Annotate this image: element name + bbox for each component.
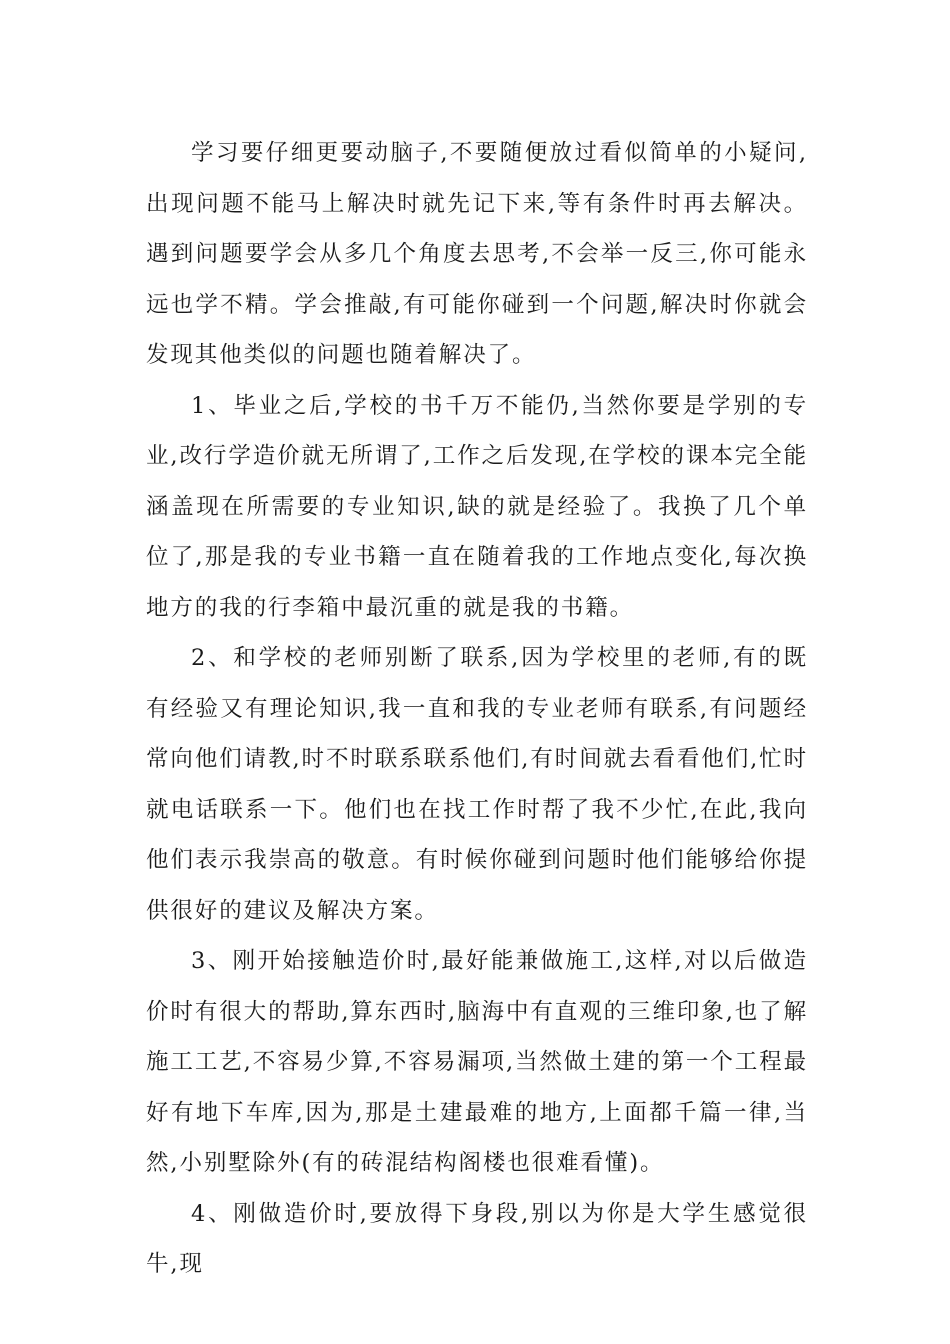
document-body <box>146 128 808 1290</box>
paragraph-item-1: 1、毕业之后,学校的书千万不能仍,当然你要是学别的专业,改行学造价就无所谓了,工作之后发现,在学校的课本完全能涵盖现在所需要的专业知识,缺的就是经验了。我换了几个单位了,那是我的专业书籍一直在随着我的工作地点变化,每次换地方的我的行李箱中最沉重的就是我的书籍。 <box>146 392 808 621</box>
paragraph-item-4: 4、刚做造价时,要放得下身段,别以为你是大学生感觉很牛,现 <box>146 1200 808 1277</box>
paragraph-intro: 学习要仔细更要动脑子,不要随便放过看似简单的小疑问,出现问题不能马上解决时就先记下来,等有条件时再去解决。遇到问题要学会从多几个角度去思考,不会举一反三,你可能永远也学不精。学会推敲,有可能你碰到一个问题,解决时你就会发现其他类似的问题也随着解决了。 <box>146 140 808 368</box>
paragraph-item-3: 3、刚开始接触造价时,最好能兼做施工,这样,对以后做造价时有很大的帮助,算东西时,脑海中有直观的三维印象,也了解施工工艺,不容易少算,不容易漏项,当然做土建的第一个工程最好有地下车库,因为,那是土建最难的地方,上面都千篇一律,当然,小别墅除外(有的砖混结构阁楼也很难看懂)。 <box>146 948 808 1176</box>
paragraph-item-2: 2、和学校的老师别断了联系,因为学校里的老师,有的既有经验又有理论知识,我一直和我的专业老师有联系,有问题经常向他们请教,时不时联系联系他们,有时间就去看看他们,忙时就电话联系一下。他们也在找工作时帮了我不少忙,在此,我向他们表示我崇高的敬意。有时候你碰到问题时他们能够给你提供很好的建议及解决方案。 <box>146 645 808 924</box>
